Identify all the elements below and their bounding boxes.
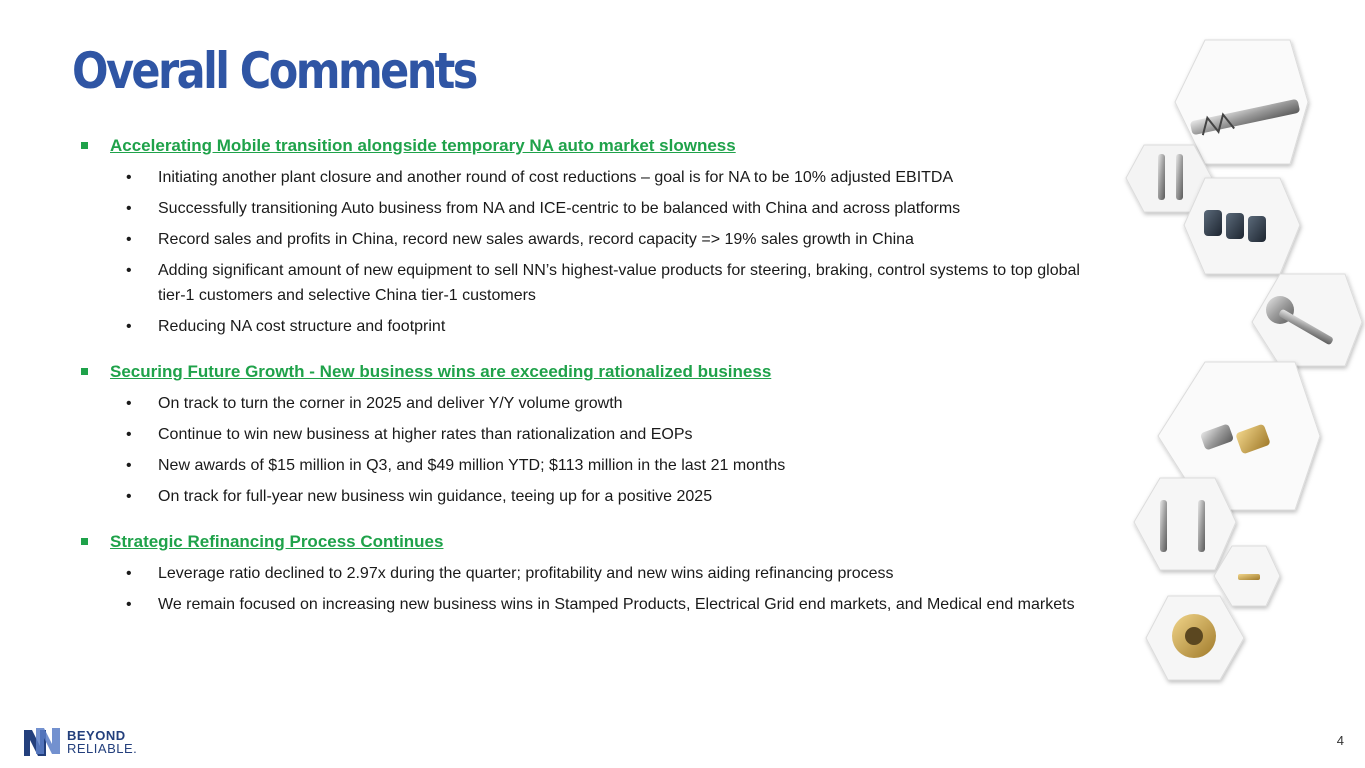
bullet-icon: • (126, 565, 132, 582)
list-item (78, 227, 1138, 252)
nn-logo-icon (22, 726, 62, 758)
list-item (78, 484, 1138, 509)
list-item-text: Leverage ratio declined to 2.97x during the quarter; profitability and new wins aiding refinancing process (158, 565, 894, 582)
bullet-icon: • (126, 457, 132, 474)
list-item-text: On track for full-year new business win guidance, teeing up for a positive 2025 (158, 488, 713, 505)
list-item (78, 391, 1138, 416)
square-bullet-icon (81, 142, 88, 149)
bullet-icon: • (126, 426, 132, 443)
bullet-icon: • (126, 488, 132, 505)
section-heading: Accelerating Mobile transition alongside temporary NA auto market slowness (110, 136, 736, 155)
section-heading-row (78, 360, 1138, 384)
list-item-text: Successfully transitioning Auto business from NA and ICE-centric to be balanced with China and across platforms (158, 200, 961, 217)
bullet-list (78, 165, 1138, 339)
bullet-icon: • (126, 318, 132, 335)
comments-content (78, 134, 1138, 638)
list-item-text: New awards of $15 million in Q3, and $49 million YTD; $113 million in the last 21 months (158, 457, 786, 474)
bullet-list (78, 561, 1138, 617)
list-item (78, 422, 1138, 447)
bushing-image (1146, 596, 1244, 680)
logo-line-1: BEYOND (67, 728, 126, 743)
square-bullet-icon (81, 368, 88, 375)
bullet-icon: • (126, 262, 132, 279)
logo-wordmark (67, 729, 137, 755)
section-refinancing (78, 530, 1138, 617)
list-item (78, 165, 1138, 190)
shaft-image (1252, 274, 1362, 366)
list-item-text: Continue to win new business at higher rates than rationalization and EOPs (158, 426, 693, 443)
list-item (78, 314, 1138, 339)
section-mobile-transition (78, 134, 1138, 339)
product-hexagon-gallery (1120, 30, 1365, 690)
section-future-growth (78, 360, 1138, 509)
bullet-icon: • (126, 200, 132, 217)
company-logo (22, 726, 137, 758)
list-item-text: Record sales and profits in China, record new sales awards, record capacity => 19% sales growth in China (158, 231, 914, 248)
clips-image (1184, 178, 1300, 274)
list-item-text: Initiating another plant closure and another round of cost reductions – goal is for NA to be 10% adjusted EBITDA (158, 169, 954, 186)
page-title: Overall Comments (72, 42, 476, 100)
list-item-text: On track to turn the corner in 2025 and deliver Y/Y volume growth (158, 395, 623, 412)
square-bullet-icon (81, 538, 88, 545)
drill-bit-image (1175, 40, 1308, 164)
bullet-icon: • (126, 231, 132, 248)
drilling-screws-image (1134, 478, 1236, 570)
logo-line-2: RELIABLE. (67, 741, 138, 756)
section-heading: Securing Future Growth - New business wins are exceeding rationalized business (110, 362, 772, 381)
section-heading-row (78, 134, 1138, 158)
section-heading: Strategic Refinancing Process Continues (110, 532, 444, 551)
page-number: 4 (1336, 733, 1344, 748)
list-item (78, 453, 1138, 478)
list-item (78, 561, 1138, 586)
list-item (78, 196, 1138, 221)
list-item-text: Adding significant amount of new equipment to sell NN’s highest-value products for steering, braking, control systems to top global tier-1 customers and selective China tier-1 customers (158, 262, 1080, 304)
bullet-icon: • (126, 169, 132, 186)
list-item-text: We remain focused on increasing new business wins in Stamped Products, Electrical Grid end markets, and Medical end markets (158, 596, 1075, 613)
list-item (78, 258, 1138, 308)
list-item (78, 592, 1138, 617)
bullet-icon: • (126, 395, 132, 412)
bullet-icon: • (126, 596, 132, 613)
small-pin-image (1214, 546, 1280, 606)
list-item-text: Reducing NA cost structure and footprint (158, 318, 446, 335)
bullet-list (78, 391, 1138, 509)
section-heading-row (78, 530, 1138, 554)
